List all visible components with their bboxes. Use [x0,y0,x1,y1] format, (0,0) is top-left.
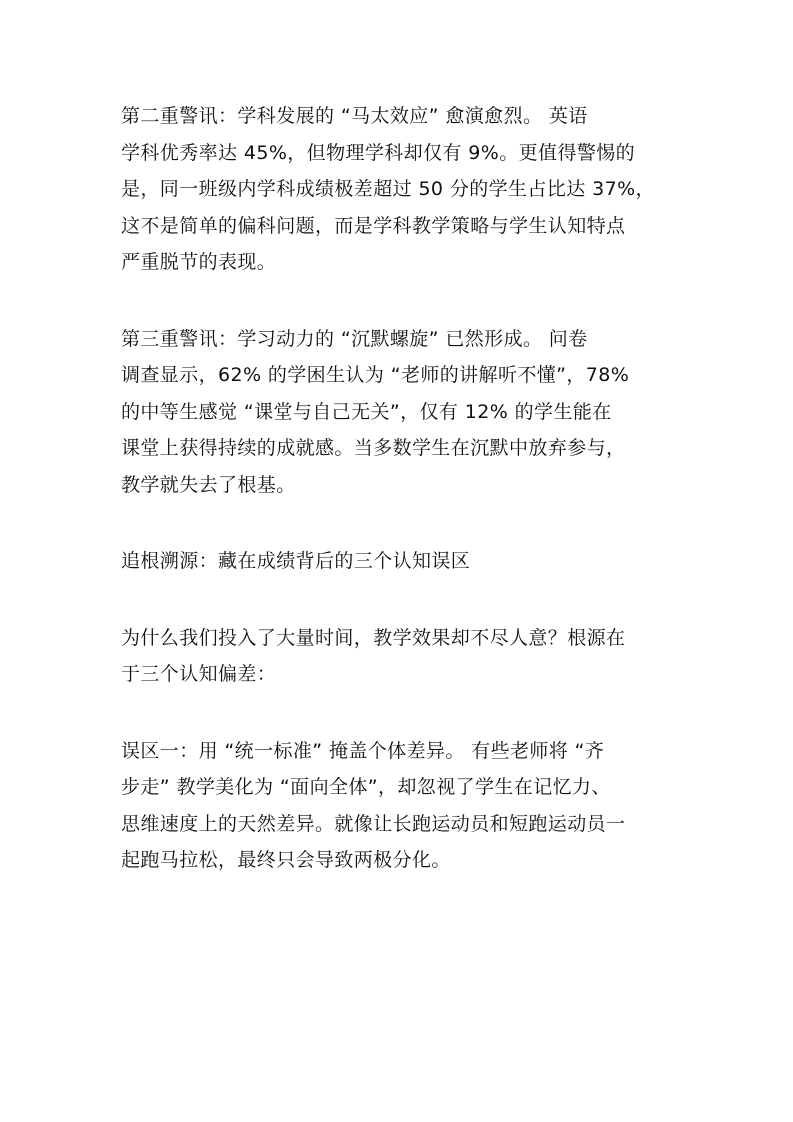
text-line: 是，同一班级内学科成绩极差超过 50 分的学生占比达 37%， [121,178,655,200]
text-line: 这不是简单的偏科问题，而是学科教学策略与学生认知特点 [121,214,626,237]
text-line: 误区一：用 “统一标准” 掩盖个体差异。 有些老师将 “齐 [121,739,605,762]
text-line: 第三重警讯：学习动力的 “沉默螺旋” 已然形成。 问卷 [121,327,588,350]
paragraph-second-warning [121,98,681,281]
text-line: 教学就失去了根基。 [121,473,296,496]
paragraph-third-warning [121,321,681,504]
paragraph-misconception-one [121,733,681,879]
section-heading-root-cause [121,543,681,580]
text-line: 步走” 教学美化为 “面向全体”，却忽视了学生在记忆力、 [121,776,611,798]
text-line: 于三个认知偏差： [121,663,277,685]
heading-text: 追根溯源：藏在成绩背后的三个认知误区 [121,550,471,572]
text-line: 的中等生感觉 “课堂与自己无关”，仅有 12% 的学生能在 [121,400,612,423]
text-line: 严重脱节的表现。 [121,251,277,273]
paragraph-intro-question [121,620,681,693]
text-line: 思维速度上的天然差异。就像让长跑运动员和短跑运动员一 [121,812,626,835]
document-body [121,98,681,879]
text-line: 学科优秀率达 45%，但物理学科却仅有 9%。更值得警惕的 [121,141,636,164]
text-line: 为什么我们投入了大量时间，教学效果却不尽人意？根源在 [121,626,626,649]
text-line: 调查显示，62% 的学困生认为 “老师的讲解听不懂”，78% [121,364,630,386]
text-line: 第二重警讯：学科发展的 “马太效应” 愈演愈烈。 英语 [121,105,588,127]
text-line: 课堂上获得持续的成就感。当多数学生在沉默中放弃参与， [121,437,626,459]
text-line: 起跑马拉松，最终只会导致两极分化。 [121,849,451,871]
